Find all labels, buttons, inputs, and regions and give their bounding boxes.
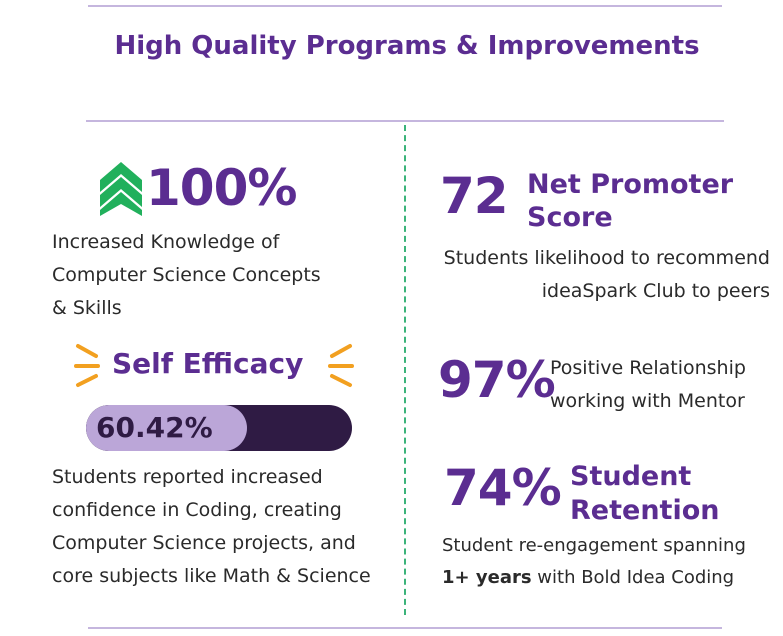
knowledge-value: 100% (146, 159, 297, 217)
retention-years: 1+ years (442, 567, 532, 588)
relationship-text: Positive Relationship working with Mentor (550, 357, 746, 412)
bottom-divider (88, 627, 722, 629)
title-divider (86, 120, 724, 122)
nps-value: 72 (440, 167, 508, 225)
retention-value: 74% (444, 459, 561, 517)
column-divider (404, 125, 406, 615)
efficacy-heading: Self Efficacy (112, 347, 304, 380)
burst-left-icon (72, 340, 106, 390)
chevron-up-stack-icon (100, 162, 142, 216)
retention-text: Student re-engagement spanning 1+ years with Bold Idea Coding (442, 535, 746, 588)
burst-right-icon (322, 340, 356, 390)
efficacy-text: Students reported increased confidence in Coding, creating Computer Science projects, and core subjects like Math & Science (52, 466, 371, 587)
efficacy-progress-label: 60.42% (96, 411, 213, 444)
top-divider (88, 5, 722, 7)
nps-heading: Net Promoter Score (527, 169, 734, 233)
nps-text: Students likelihood to recommend ideaSpark Club to peers (443, 247, 770, 302)
efficacy-progress-bar (86, 405, 352, 451)
page-title: High Quality Programs & Improvements (114, 31, 700, 61)
retention-heading: Student Retention (570, 461, 720, 526)
knowledge-text: Increased Knowledge of Computer Science Concepts & Skills (52, 231, 321, 319)
relationship-value: 97% (438, 351, 555, 409)
